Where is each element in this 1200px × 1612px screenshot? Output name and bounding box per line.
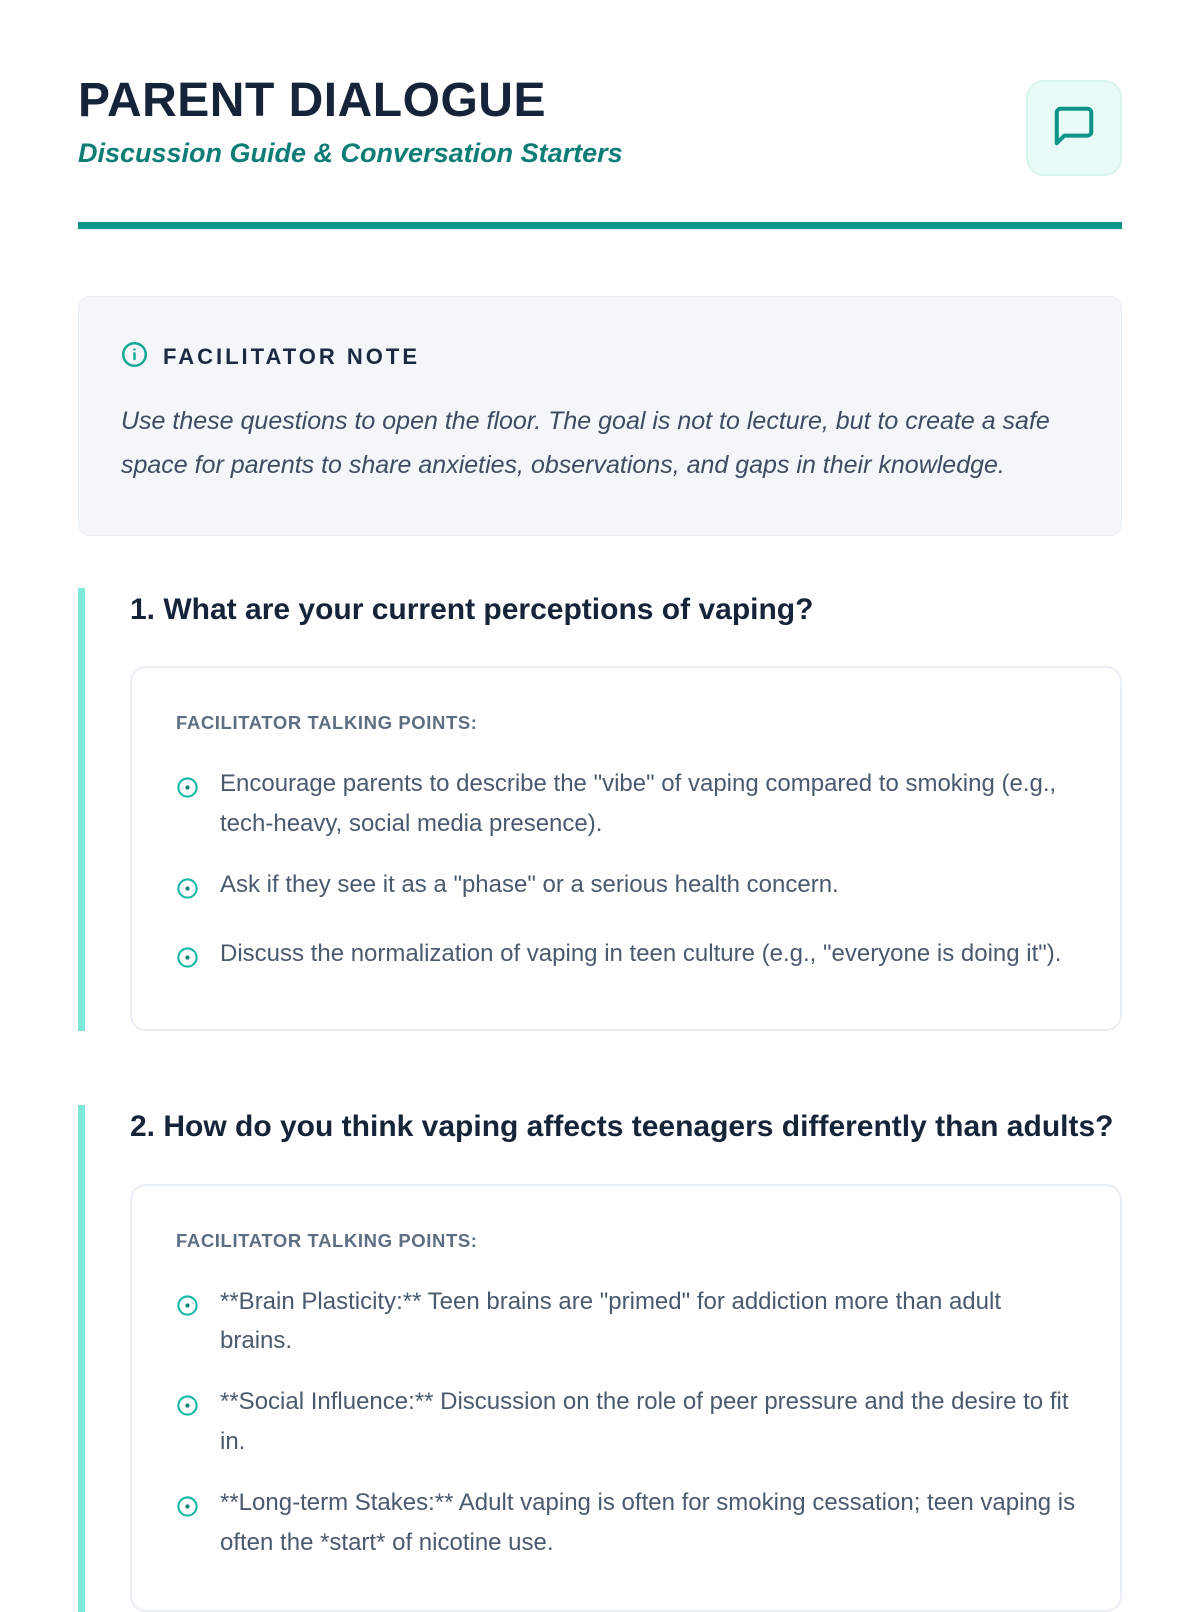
list-item [176, 934, 1076, 982]
page-subtitle: Discussion Guide & Conversation Starters [78, 138, 623, 169]
talking-points-label: FACILITATOR TALKING POINTS: [176, 1230, 1076, 1252]
facilitator-note-body: Use these questions to open the floor. The goal is not to lecture, but to create a safe space for parents to share anxieties, observations, and gaps in their knowledge. [121, 399, 1066, 487]
circle-dot-icon [176, 942, 199, 982]
point-text: **Brain Plasticity:** Teen brains are "primed" for addiction more than adult brains. [220, 1282, 1076, 1362]
facilitator-note-header [121, 341, 1079, 373]
facilitator-note-label: FACILITATOR NOTE [163, 344, 420, 370]
header-icon-box [1026, 80, 1122, 176]
header-divider [78, 222, 1122, 229]
circle-dot-icon [176, 873, 199, 913]
talking-points-list [176, 764, 1076, 981]
list-item [176, 1483, 1076, 1563]
point-text: **Long-term Stakes:** Adult vaping is often for smoking cessation; teen vaping is often the *start* of nicotine use. [220, 1483, 1076, 1563]
point-text: **Social Influence:** Discussion on the role of peer pressure and the desire to fit in. [220, 1382, 1076, 1462]
question-2-talking-points-card [130, 1184, 1122, 1612]
question-1-talking-points-card [130, 666, 1122, 1031]
point-text: Encourage parents to describe the "vibe" of vaping compared to smoking (e.g., tech-heavy, social media presence). [220, 764, 1076, 844]
chat-bubble-icon [1051, 103, 1097, 154]
list-item [176, 1282, 1076, 1362]
circle-dot-icon [176, 1290, 199, 1362]
circle-dot-icon [176, 1491, 199, 1563]
point-text: Discuss the normalization of vaping in teen culture (e.g., "everyone is doing it"). [220, 934, 1061, 982]
talking-points-label: FACILITATOR TALKING POINTS: [176, 712, 1076, 734]
question-1-title: 1. What are your current perceptions of vaping? [130, 588, 1120, 632]
point-text: Ask if they see it as a "phase" or a serious health concern. [220, 865, 839, 913]
list-item [176, 1382, 1076, 1462]
info-icon [121, 341, 148, 373]
question-section-2 [78, 1105, 1122, 1612]
header-text [78, 76, 623, 169]
page-title: PARENT DIALOGUE [78, 76, 623, 126]
question-section-1 [78, 588, 1122, 1031]
question-2-title: 2. How do you think vaping affects teenagers differently than adults? [130, 1105, 1120, 1149]
list-item [176, 865, 1076, 913]
circle-dot-icon [176, 772, 199, 844]
facilitator-note-card [78, 296, 1122, 536]
circle-dot-icon [176, 1390, 199, 1462]
talking-points-list [176, 1282, 1076, 1563]
list-item [176, 764, 1076, 844]
page-header [78, 76, 1122, 176]
